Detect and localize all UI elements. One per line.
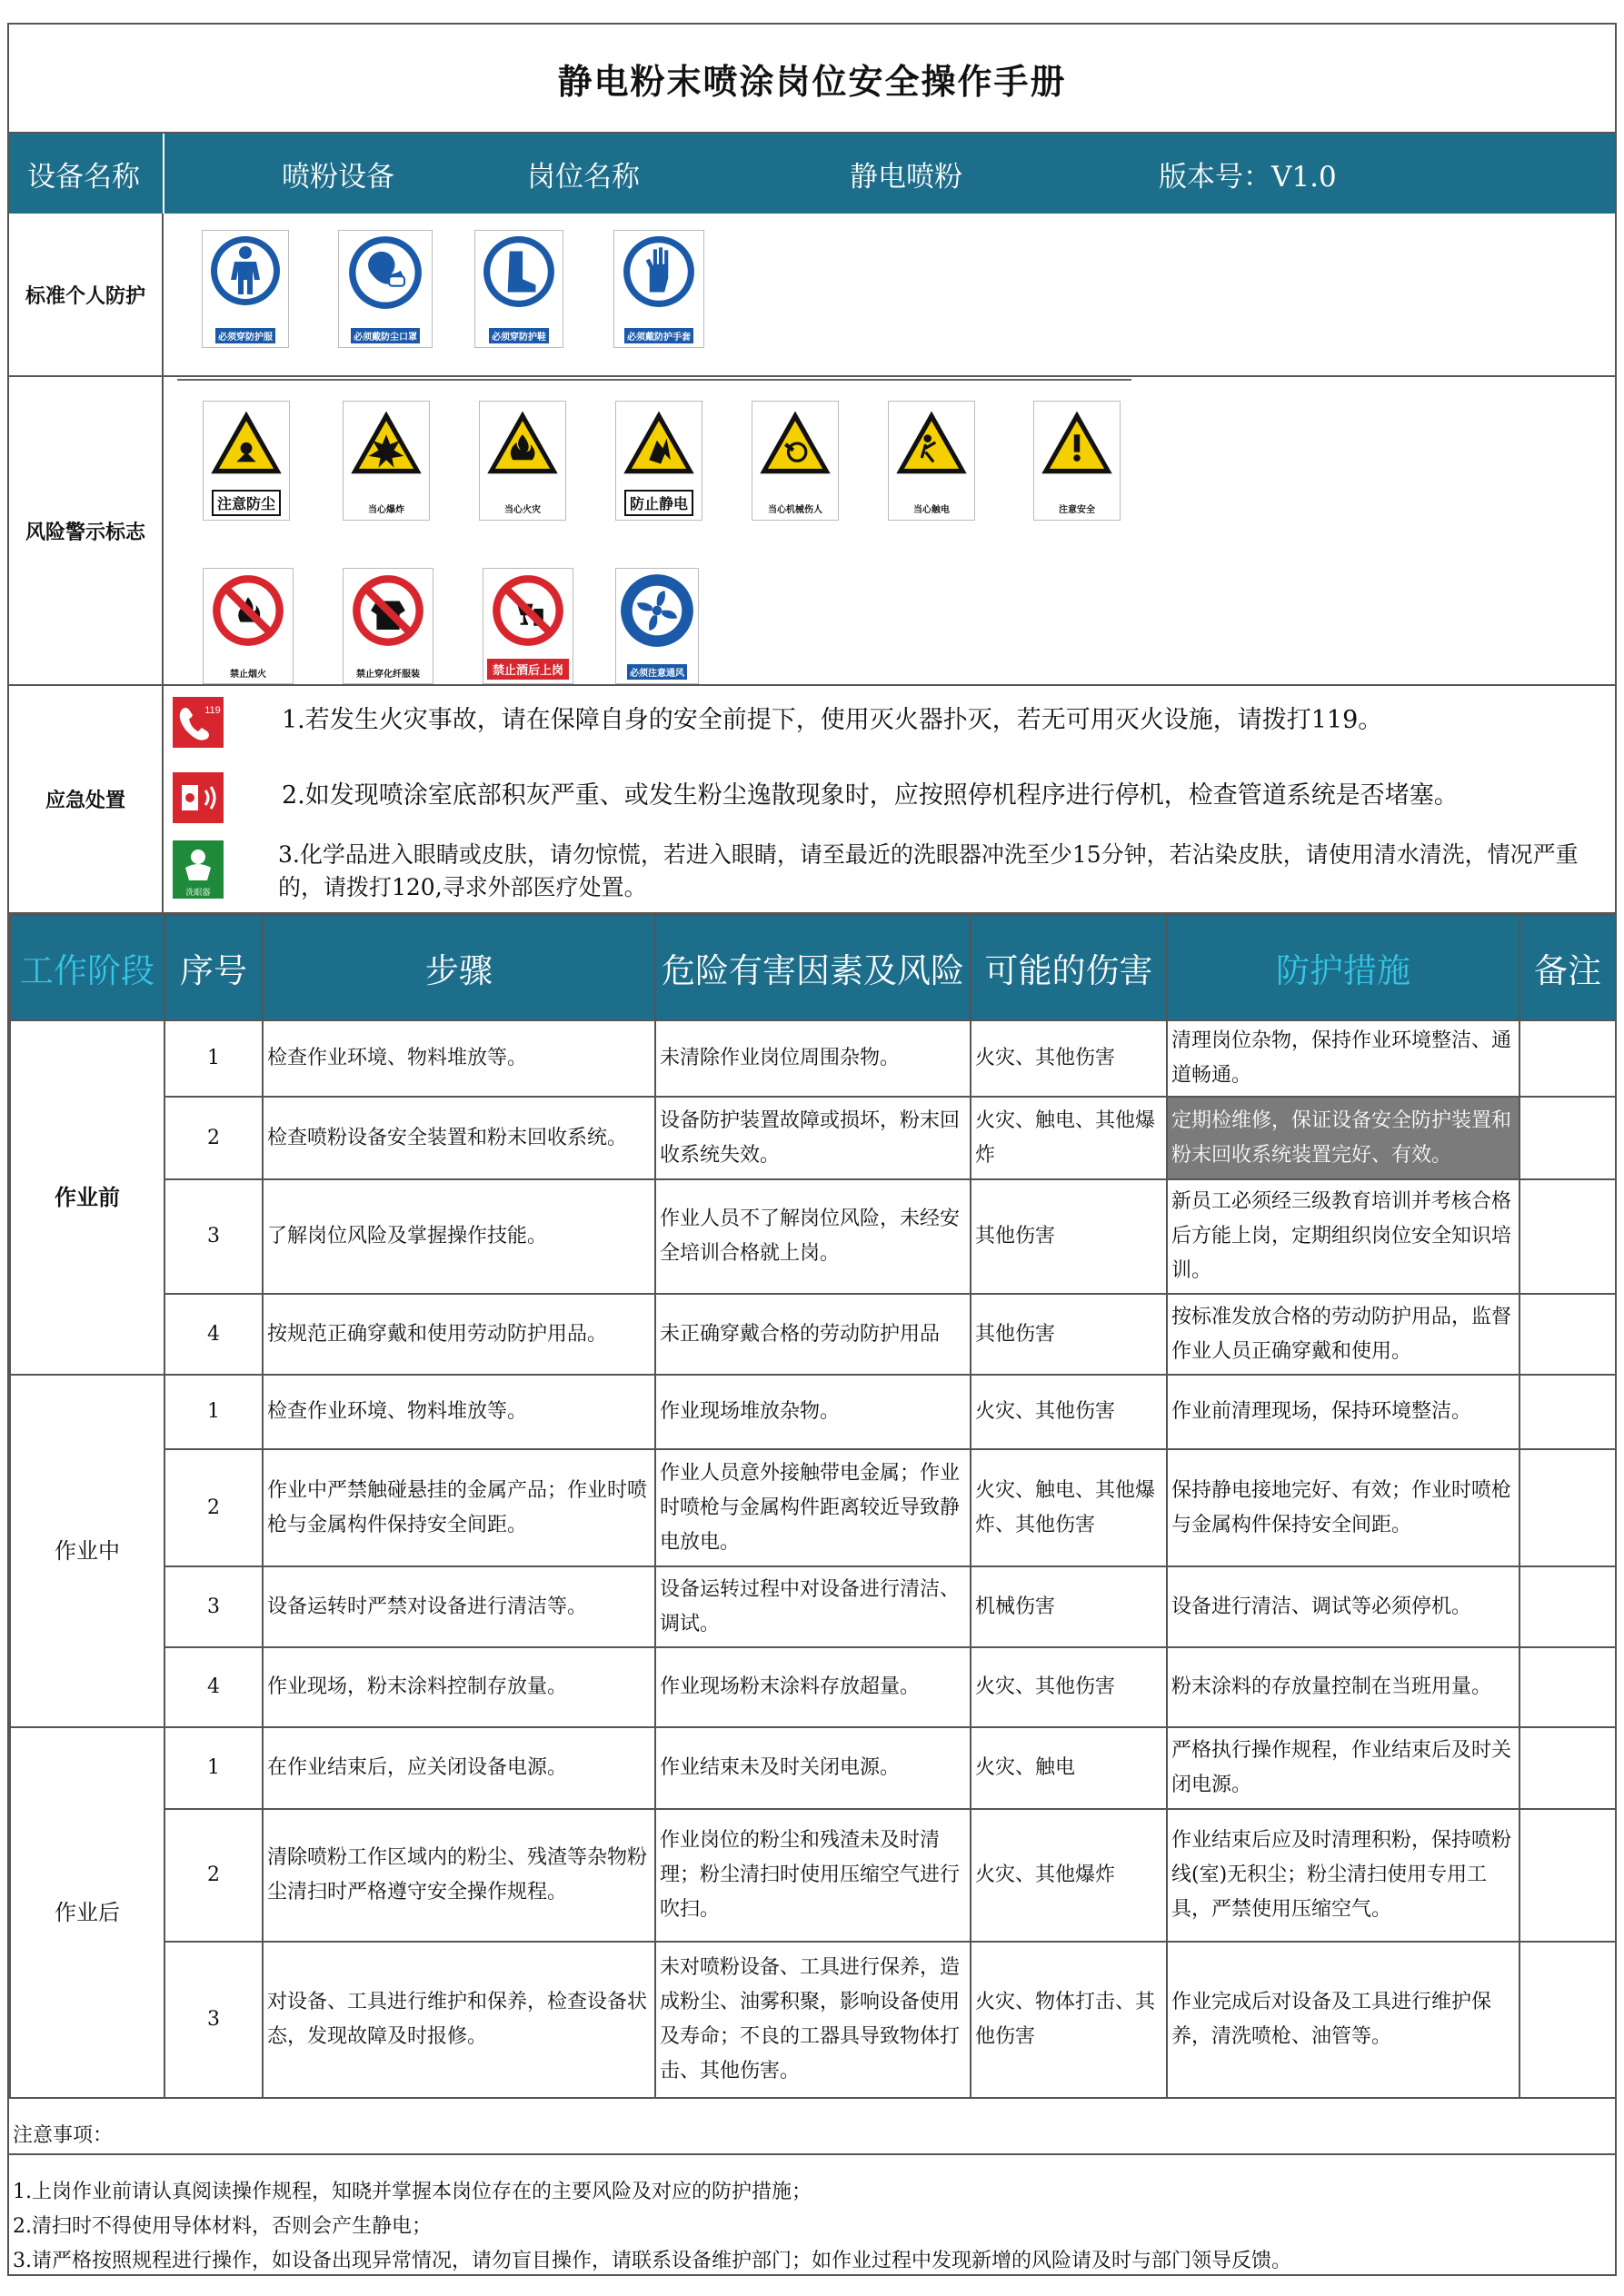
row-harm: 火灾、其他伤害 (971, 1375, 1167, 1449)
prohibition-sign (483, 568, 573, 684)
table-row (10, 1020, 1616, 1097)
row-hazard: 未正确穿戴合格的劳动防护用品 (655, 1294, 971, 1375)
protective-gloves-icon (622, 234, 696, 309)
row-step: 在作业结束后，应关闭设备电源。 (263, 1727, 655, 1809)
row-step: 检查作业环境、物料堆放等。 (263, 1020, 655, 1097)
col-no: 序号 (164, 915, 263, 1020)
note-item: 3.请严格按照规程进行操作，如设备出现异常情况，请勿盲目操作，请联系设备维护部门；如作业过程中发现新增的风险请及时与部门领导反馈。 (13, 2250, 1291, 2272)
procedure-table (9, 914, 1617, 2099)
row-no: 1 (164, 1375, 263, 1449)
row-step: 作业中严禁触碰悬挂的金属产品；作业时喷枪与金属构件保持安全间距。 (263, 1449, 655, 1566)
protective-suit-icon (209, 234, 282, 307)
row-no: 4 (164, 1647, 263, 1727)
col-harm: 可能的伤害 (971, 915, 1167, 1020)
emergency-label: 应急处置 (9, 686, 164, 912)
prohibition-sign (203, 568, 294, 684)
row-note (1519, 1942, 1616, 2098)
table-header-row (10, 915, 1616, 1020)
row-harm: 其他伤害 (971, 1179, 1167, 1294)
warning-sign (752, 401, 839, 521)
row-measure: 按标准发放合格的劳动防护用品，监督作业人员正确穿戴和使用。 (1167, 1294, 1519, 1375)
note-item: 1.上岗作业前请认真阅读操作规程，知晓并掌握本岗位存在的主要风险及对应的防护措施； (13, 2181, 812, 2203)
sign-caption: 必须穿防护服 (215, 328, 275, 343)
eye-wash-icon (173, 840, 224, 899)
ppe-sign-mask (338, 230, 433, 348)
row-harm: 火灾、物体打击、其他伤害 (971, 1942, 1167, 2098)
row-hazard: 未清除作业岗位周围杂物。 (655, 1020, 971, 1097)
device-value: 喷粉设备 (282, 160, 394, 194)
row-hazard: 作业结束未及时关闭电源。 (655, 1727, 971, 1809)
row-harm: 火灾、其他爆炸 (971, 1809, 1167, 1942)
post-label: 岗位名称 (527, 160, 640, 194)
row-measure: 清理岗位杂物，保持作业环境整洁、通道畅通。 (1167, 1020, 1519, 1097)
stage-cell: 作业后 (10, 1727, 164, 2098)
dust-warning-icon (207, 405, 285, 483)
col-stage: 工作阶段 (10, 915, 164, 1020)
no-fire-icon (210, 572, 286, 649)
protective-boots-icon (482, 234, 556, 309)
row-step: 检查作业环境、物料堆放等。 (263, 1375, 655, 1449)
table-row (10, 1942, 1616, 2098)
row-no: 2 (164, 1449, 263, 1566)
row-note (1519, 1647, 1616, 1727)
row-no: 2 (164, 1097, 263, 1179)
warning-sign (479, 401, 566, 521)
row-hazard: 未对喷粉设备、工具进行保养，造成粉尘、油雾积聚，影响设备使用及寿命；不良的工器具导致物体打击、其他伤害。 (655, 1942, 971, 2098)
table-row (10, 1097, 1616, 1179)
row-hazard: 作业现场粉末涂料存放超量。 (655, 1647, 971, 1727)
warning-sign (888, 401, 975, 521)
sign-caption: 必须穿防护鞋 (489, 328, 549, 343)
fire-phone-119-icon (173, 697, 224, 748)
row-step: 检查喷粉设备安全装置和粉末回收系统。 (263, 1097, 655, 1179)
row-measure: 作业前清理现场，保持环境整洁。 (1167, 1375, 1519, 1449)
row-measure: 新员工必须经三级教育培训并考核合格后方能上岗，定期组织岗位安全知识培训。 (1167, 1179, 1519, 1294)
stage-cell: 作业中 (10, 1375, 164, 1727)
row-note (1519, 1020, 1616, 1097)
row-no: 1 (164, 1727, 263, 1809)
sign-caption: 禁止穿化纤服装 (356, 670, 420, 680)
row-note (1519, 1809, 1616, 1942)
ppe-label: 标准个人防护 (9, 214, 164, 375)
risk-label: 风险警示标志 (9, 377, 164, 684)
row-note (1519, 1375, 1616, 1449)
sign-caption: 注意安全 (1059, 505, 1095, 515)
emergency-item-3: 3.化学品进入眼睛或皮肤，请勿惊慌，若进入眼睛，请至最近的洗眼器冲洗至少15分钟，若沾染皮肤，请使用清水清洗，情况严重的，请拨打120,寻求外部医疗处置。 (278, 841, 1579, 900)
row-step: 作业现场，粉末涂料控制存放量。 (263, 1647, 655, 1727)
row-harm: 其他伤害 (971, 1294, 1167, 1375)
warning-sign (1033, 401, 1121, 521)
row-no: 3 (164, 1942, 263, 2098)
row-no: 1 (164, 1020, 263, 1097)
ppe-row (9, 214, 1615, 377)
row-note (1519, 1727, 1616, 1809)
row-hazard: 设备运转过程中对设备进行清洁、调试。 (655, 1566, 971, 1647)
svg-text:119: 119 (204, 705, 221, 716)
row-measure: 严格执行操作规程，作业结束后及时关闭电源。 (1167, 1727, 1519, 1809)
explosion-warning-icon (347, 405, 425, 483)
table-row (10, 1566, 1616, 1647)
ppe-sign-suit (202, 230, 289, 348)
warning-sign (615, 401, 702, 521)
row-harm: 火灾、触电、其他爆炸 (971, 1097, 1167, 1179)
stage-cell: 作业前 (10, 1020, 164, 1375)
notes-section (9, 2099, 1615, 2279)
sign-caption: 必须戴防护手套 (624, 328, 693, 343)
row-no: 3 (164, 1179, 263, 1294)
page-title: 静电粉末喷涂岗位安全操作手册 (9, 25, 1615, 134)
sign-caption: 防止静电 (624, 490, 693, 516)
sign-caption: 禁止酒后上岗 (487, 659, 569, 680)
dust-mask-icon (347, 234, 423, 311)
version-label: 版本号：V1.0 (1159, 160, 1337, 194)
col-measure: 防护措施 (1167, 915, 1519, 1020)
note-item: 2.清扫时不得使用导体材料，否则会产生静电； (13, 2215, 432, 2238)
row-harm: 火灾、触电 (971, 1727, 1167, 1809)
sign-caption: 当心火灾 (504, 505, 541, 515)
warning-sign (203, 401, 290, 521)
row-hazard: 设备防护装置故障或损坏，粉末回收系统失效。 (655, 1097, 971, 1179)
row-harm: 机械伤害 (971, 1566, 1167, 1647)
row-measure: 保持静电接地完好、有效；作业时喷枪与金属构件保持安全间距。 (1167, 1449, 1519, 1566)
prohibition-sign (615, 568, 699, 684)
ppe-sign-gloves (613, 230, 704, 348)
col-hazard: 危险有害因素及风险 (655, 915, 971, 1020)
ventilation-mandatory-icon (619, 572, 695, 649)
emergency-item-1: 1.若发生火灾事故，请在保障自身的安全前提下，使用灭火器扑灭，若无可用灭火设施，请拨打119。 (282, 706, 1383, 734)
warning-sign (343, 401, 430, 521)
sign-caption: 必须戴防尘口罩 (351, 328, 420, 343)
prohibition-sign (343, 568, 433, 684)
row-harm: 火灾、触电、其他爆炸、其他伤害 (971, 1449, 1167, 1566)
row-step: 清除喷粉工作区域内的粉尘、残渣等杂物粉尘清扫时严格遵守安全操作规程。 (263, 1809, 655, 1942)
table-row (10, 1647, 1616, 1727)
sign-caption: 必须注意通风 (627, 664, 687, 680)
table-row (10, 1809, 1616, 1942)
row-hazard: 作业现场堆放杂物。 (655, 1375, 971, 1449)
general-caution-icon (1038, 405, 1116, 483)
row-hazard: 作业岗位的粉尘和残渣未及时清理；粉尘清扫时使用压缩空气进行吹扫。 (655, 1809, 971, 1942)
row-step: 对设备、工具进行维护和保养，检查设备状态，发现故障及时报修。 (263, 1942, 655, 2098)
manual-page (7, 23, 1617, 2276)
sign-caption: 注意防尘 (212, 490, 281, 516)
table-row (10, 1449, 1616, 1566)
row-hazard: 作业人员不了解岗位风险，未经安全培训合格就上岗。 (655, 1179, 971, 1294)
sign-caption: 禁止烟火 (230, 670, 266, 680)
row-note (1519, 1294, 1616, 1375)
no-drinking-on-duty-icon (490, 572, 566, 649)
row-no: 4 (164, 1294, 263, 1375)
sign-caption: 当心机械伤人 (768, 505, 822, 515)
header-band (9, 134, 1615, 214)
row-step: 了解岗位风险及掌握操作技能。 (263, 1179, 655, 1294)
fire-warning-icon (483, 405, 562, 483)
row-note (1519, 1097, 1616, 1179)
notes-title: 注意事项： (9, 2099, 1615, 2155)
post-value: 静电喷粉 (850, 160, 962, 194)
header-divider (163, 134, 164, 214)
sign-caption: 当心爆炸 (368, 505, 404, 515)
row-measure: 作业结束后应及时清理积粉，保持喷粉线(室)无积尘；粉尘清扫使用专用工具，严禁使用压缩空气。 (1167, 1809, 1519, 1942)
row-step: 设备运转时严禁对设备进行清洁等。 (263, 1566, 655, 1647)
electric-shock-warning-icon (892, 405, 971, 483)
static-warning-icon (620, 405, 698, 483)
emergency-item-2: 2.如发现喷涂室底部积灰严重、或发生粉尘逸散现象时，应按照停机程序进行停机，检查管道系统是否堵塞。 (282, 781, 1459, 810)
row-measure: 定期检维修，保证设备安全防护装置和粉末回收系统装置完好、有效。 (1167, 1097, 1519, 1179)
row-note (1519, 1449, 1616, 1566)
sign-caption: 当心触电 (913, 505, 950, 515)
row-no: 2 (164, 1809, 263, 1942)
table-row (10, 1179, 1616, 1294)
row-measure: 粉末涂料的存放量控制在当班用量。 (1167, 1647, 1519, 1727)
divider-line (177, 379, 1131, 381)
risk-row (9, 377, 1615, 686)
row-harm: 火灾、其他伤害 (971, 1647, 1167, 1727)
table-row (10, 1375, 1616, 1449)
row-measure: 设备进行清洁、调试等必须停机。 (1167, 1566, 1519, 1647)
row-note (1519, 1566, 1616, 1647)
machine-injury-warning-icon (756, 405, 834, 483)
emergency-row (9, 686, 1615, 914)
row-note (1519, 1179, 1616, 1294)
no-synthetic-clothing-icon (350, 572, 426, 649)
col-step: 步骤 (263, 915, 655, 1020)
row-measure: 作业完成后对设备及工具进行维护保养，清洗喷枪、油管等。 (1167, 1942, 1519, 2098)
fire-alarm-button-icon (173, 772, 224, 823)
col-note: 备注 (1519, 915, 1616, 1020)
row-harm: 火灾、其他伤害 (971, 1020, 1167, 1097)
eye-wash-caption: 洗眼器 (185, 889, 211, 898)
ppe-sign-boots (474, 230, 563, 348)
row-hazard: 作业人员意外接触带电金属；作业时喷枪与金属构件距离较近导致静电放电。 (655, 1449, 971, 1566)
device-label: 设备名称 (27, 160, 140, 194)
row-no: 3 (164, 1566, 263, 1647)
row-step: 按规范正确穿戴和使用劳动防护用品。 (263, 1294, 655, 1375)
table-row (10, 1294, 1616, 1375)
table-row (10, 1727, 1616, 1809)
